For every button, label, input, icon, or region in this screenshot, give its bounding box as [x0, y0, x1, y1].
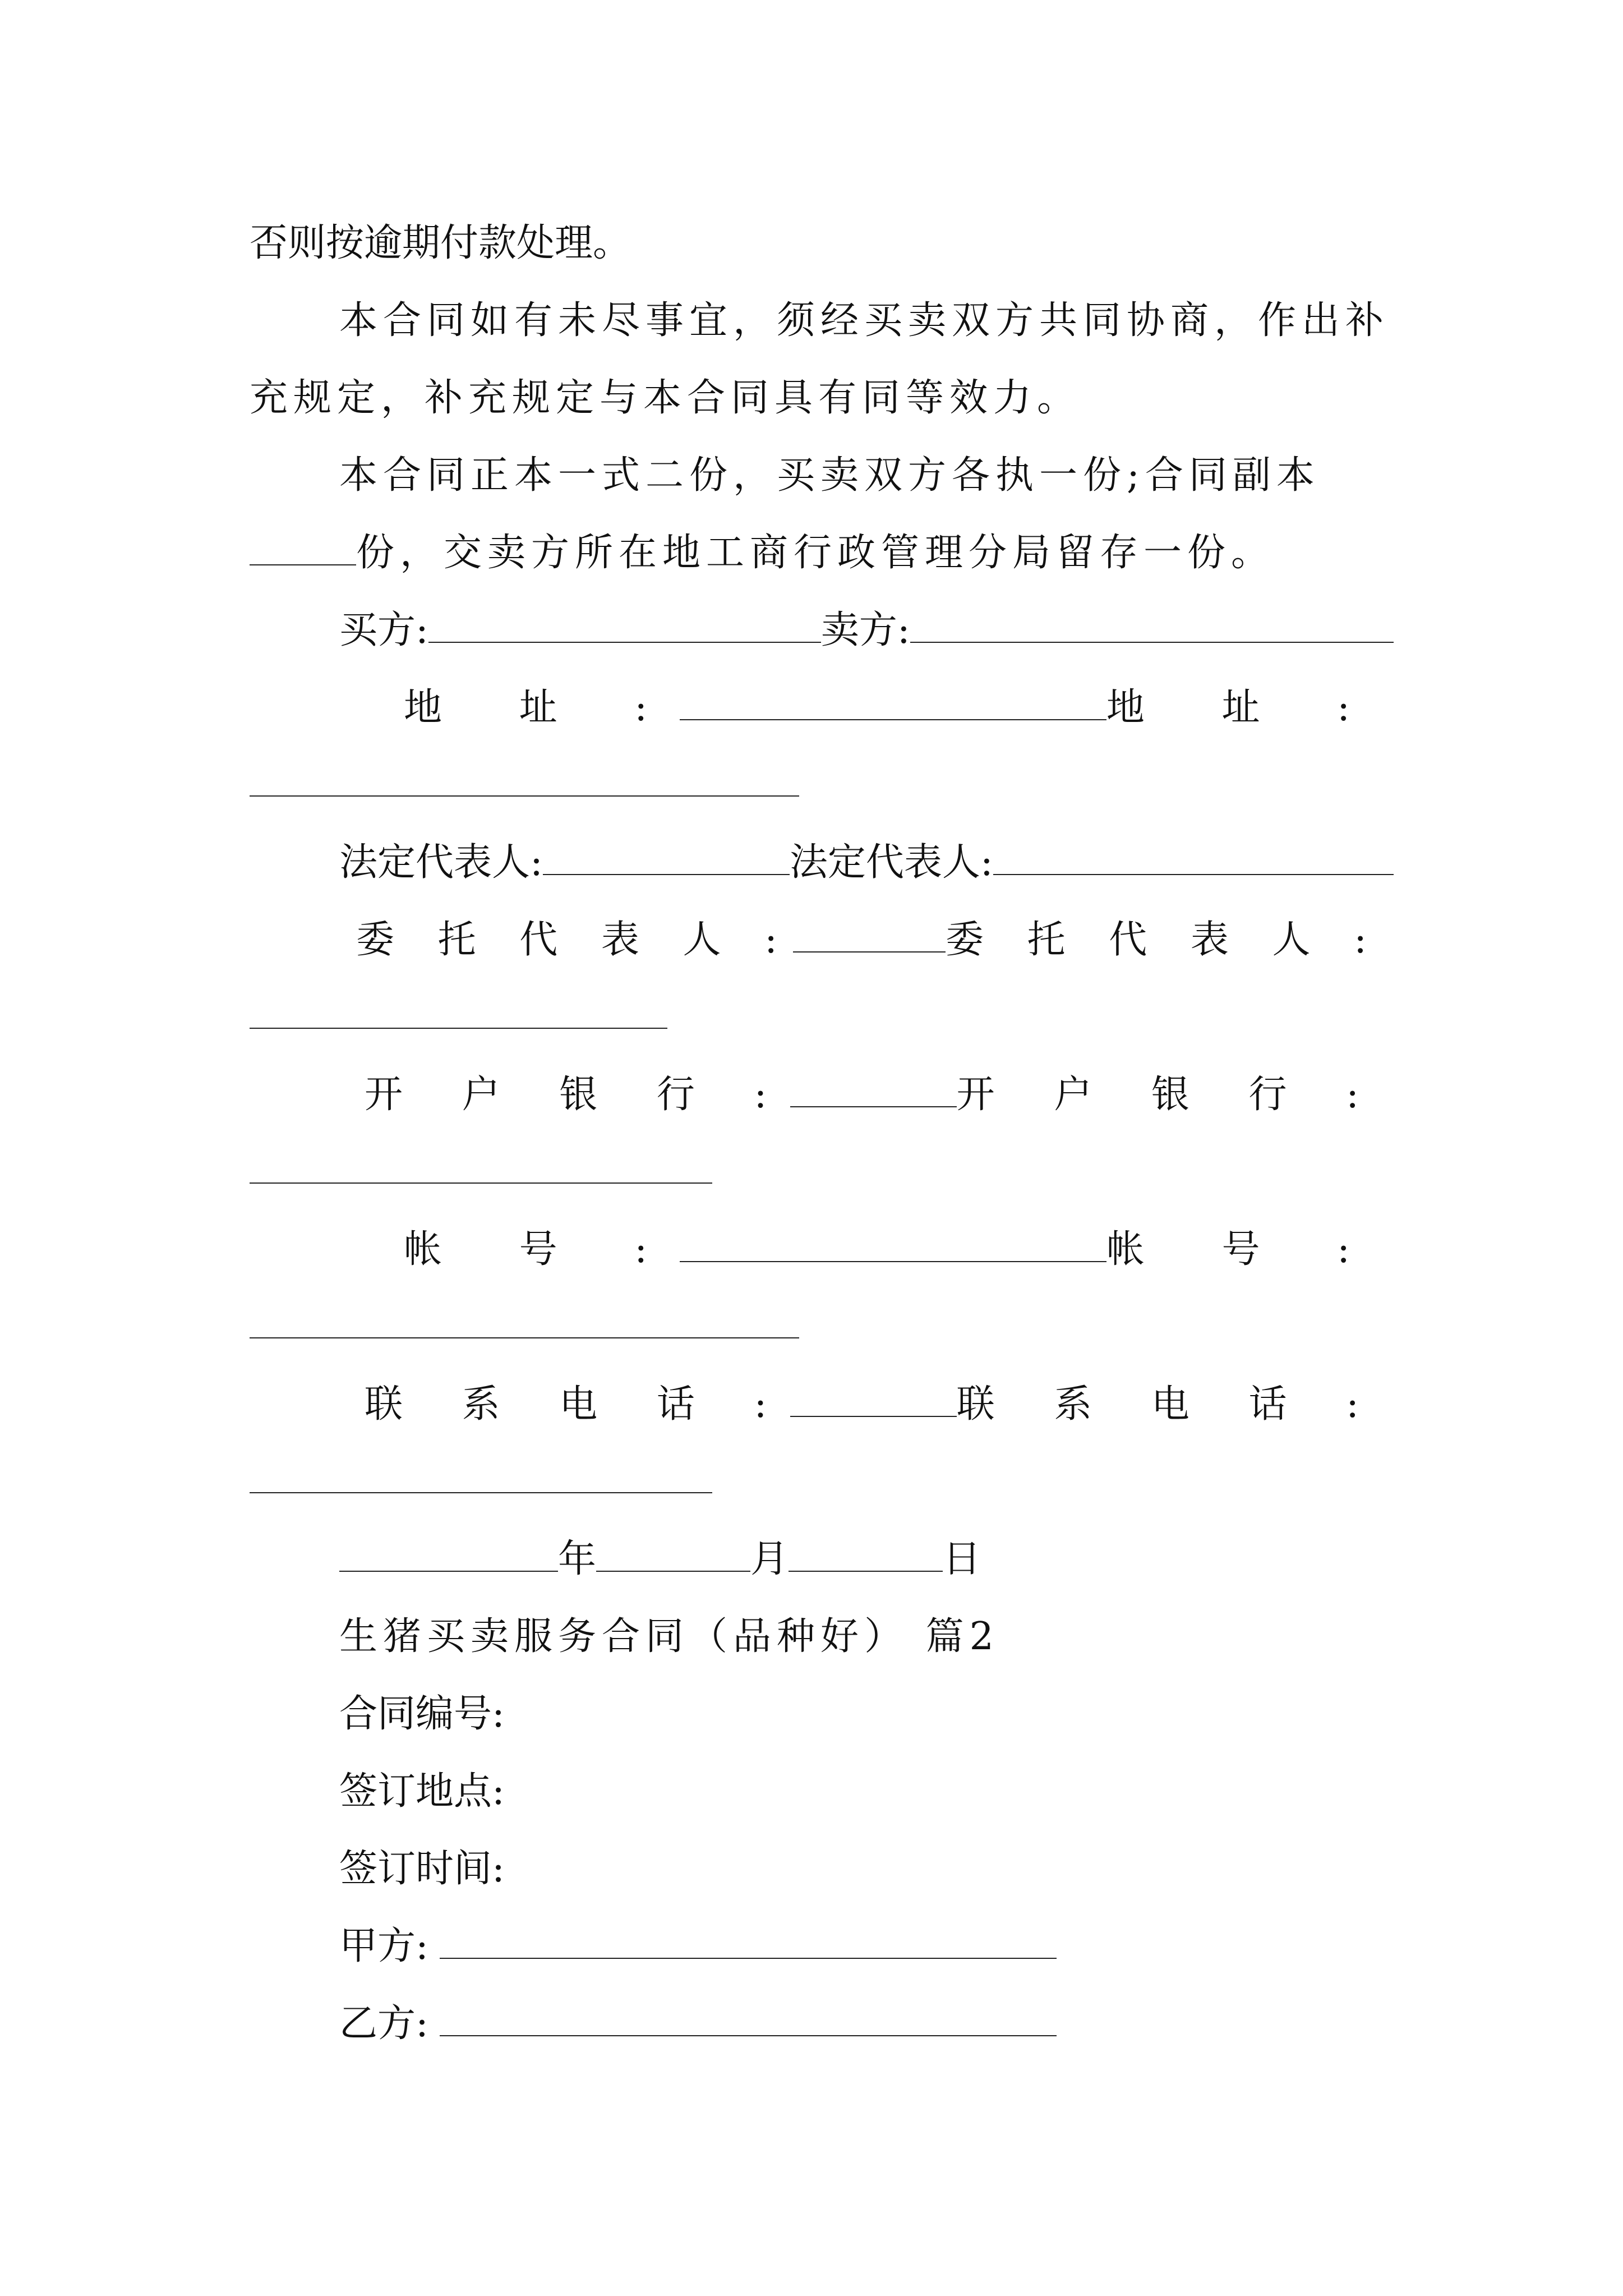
row-phone — [365, 1380, 1382, 1429]
seller-agent-blank — [250, 993, 667, 1029]
row-sign-time — [339, 1844, 1394, 1894]
buyer-agent-label: 委 托 代 表 人 : — [356, 918, 793, 962]
seller-account-blank — [250, 1303, 799, 1338]
party-a-label: 甲方: — [339, 1924, 428, 1968]
row-account-continued — [250, 1303, 1394, 1338]
seller-phone-label: 联 系 电 话 : — [956, 1382, 1382, 1427]
buyer-account-blank — [680, 1226, 1106, 1262]
section2-title-text: 生猪买卖服务合同（品种好） 篇2 — [339, 1614, 999, 1659]
row-agent — [356, 915, 1382, 965]
sign-place-label: 签订地点: — [339, 1769, 505, 1814]
row-party-b — [339, 1999, 1394, 2049]
buyer-blank — [428, 607, 821, 643]
row-sign-place — [339, 1767, 1394, 1816]
contract-no-label: 合同编号: — [339, 1692, 505, 1736]
year-label: 年 — [558, 1537, 597, 1581]
party-a-blank — [440, 1923, 1057, 1959]
buyer-bank-label: 开 户 银 行 : — [365, 1073, 791, 1117]
seller-phone-blank — [250, 1457, 712, 1493]
paragraph-supplement-1 — [339, 296, 1394, 346]
text-copies-2: 份，交卖方所在地工商行政管理分局留存一份。 — [356, 531, 1275, 575]
row-bank-continued — [250, 1148, 1394, 1184]
row-legal-rep — [339, 838, 1394, 887]
sign-time-label: 签订时间: — [339, 1847, 505, 1891]
buyer-account-label: 帐 号 : — [404, 1227, 680, 1272]
day-blank — [789, 1536, 943, 1572]
row-address — [404, 683, 1382, 733]
text-overdue: 否则按逾期付款处理。 — [250, 221, 631, 265]
seller-bank-label: 开 户 银 行 : — [956, 1073, 1382, 1117]
year-blank — [339, 1536, 558, 1572]
copies-blank — [250, 530, 356, 565]
row-buyer-seller — [339, 606, 1394, 655]
seller-address-blank — [250, 761, 799, 797]
seller-account-label: 帐 号 : — [1106, 1227, 1382, 1272]
party-b-blank — [440, 2000, 1057, 2036]
seller-agent-label: 委 托 代 表 人 : — [946, 918, 1382, 962]
row-phone-continued — [250, 1457, 1394, 1493]
seller-address-label: 地 址 : — [1106, 685, 1382, 730]
day-label: 日 — [943, 1537, 981, 1581]
seller-blank — [910, 607, 1394, 643]
month-label: 月 — [750, 1537, 789, 1581]
row-bank — [365, 1070, 1382, 1120]
paragraph-copies-1 — [339, 451, 1394, 500]
buyer-legal-rep-blank — [543, 839, 790, 875]
text-supplement-2: 充规定，补充规定与本合同具有同等效力。 — [250, 376, 1081, 420]
section2-title — [339, 1612, 1394, 1662]
row-account — [404, 1225, 1382, 1274]
row-date — [339, 1535, 1068, 1584]
buyer-bank-blank — [790, 1071, 956, 1107]
paragraph-supplement-2 — [250, 374, 1394, 423]
buyer-address-blank — [680, 684, 1106, 720]
buyer-phone-label: 联 系 电 话 : — [365, 1382, 791, 1427]
seller-bank-blank — [250, 1148, 712, 1184]
text-copies-1: 本合同正本一式二份，买卖双方各执一份;合同副本 — [339, 453, 1320, 498]
seller-legal-rep-blank — [993, 839, 1394, 875]
paragraph-overdue — [250, 219, 1394, 268]
text-supplement-1: 本合同如有未尽事宜，须经买卖双方共同协商，作出补 — [339, 298, 1390, 343]
buyer-legal-rep-label: 法定代表人: — [339, 840, 543, 885]
row-agent-continued — [250, 993, 1394, 1029]
seller-legal-rep-label: 法定代表人: — [789, 840, 993, 885]
row-party-a — [339, 1922, 1394, 1971]
buyer-address-label: 地 址 : — [404, 685, 680, 730]
buyer-label: 买方: — [339, 608, 428, 652]
row-contract-no — [339, 1690, 1394, 1739]
seller-label: 卖方: — [820, 608, 910, 652]
month-blank — [596, 1536, 750, 1572]
party-b-label: 乙方: — [339, 2001, 428, 2046]
buyer-agent-blank — [793, 917, 946, 953]
paragraph-copies-2 — [250, 528, 1394, 578]
row-address-continued — [250, 761, 1394, 797]
buyer-phone-blank — [790, 1381, 956, 1417]
